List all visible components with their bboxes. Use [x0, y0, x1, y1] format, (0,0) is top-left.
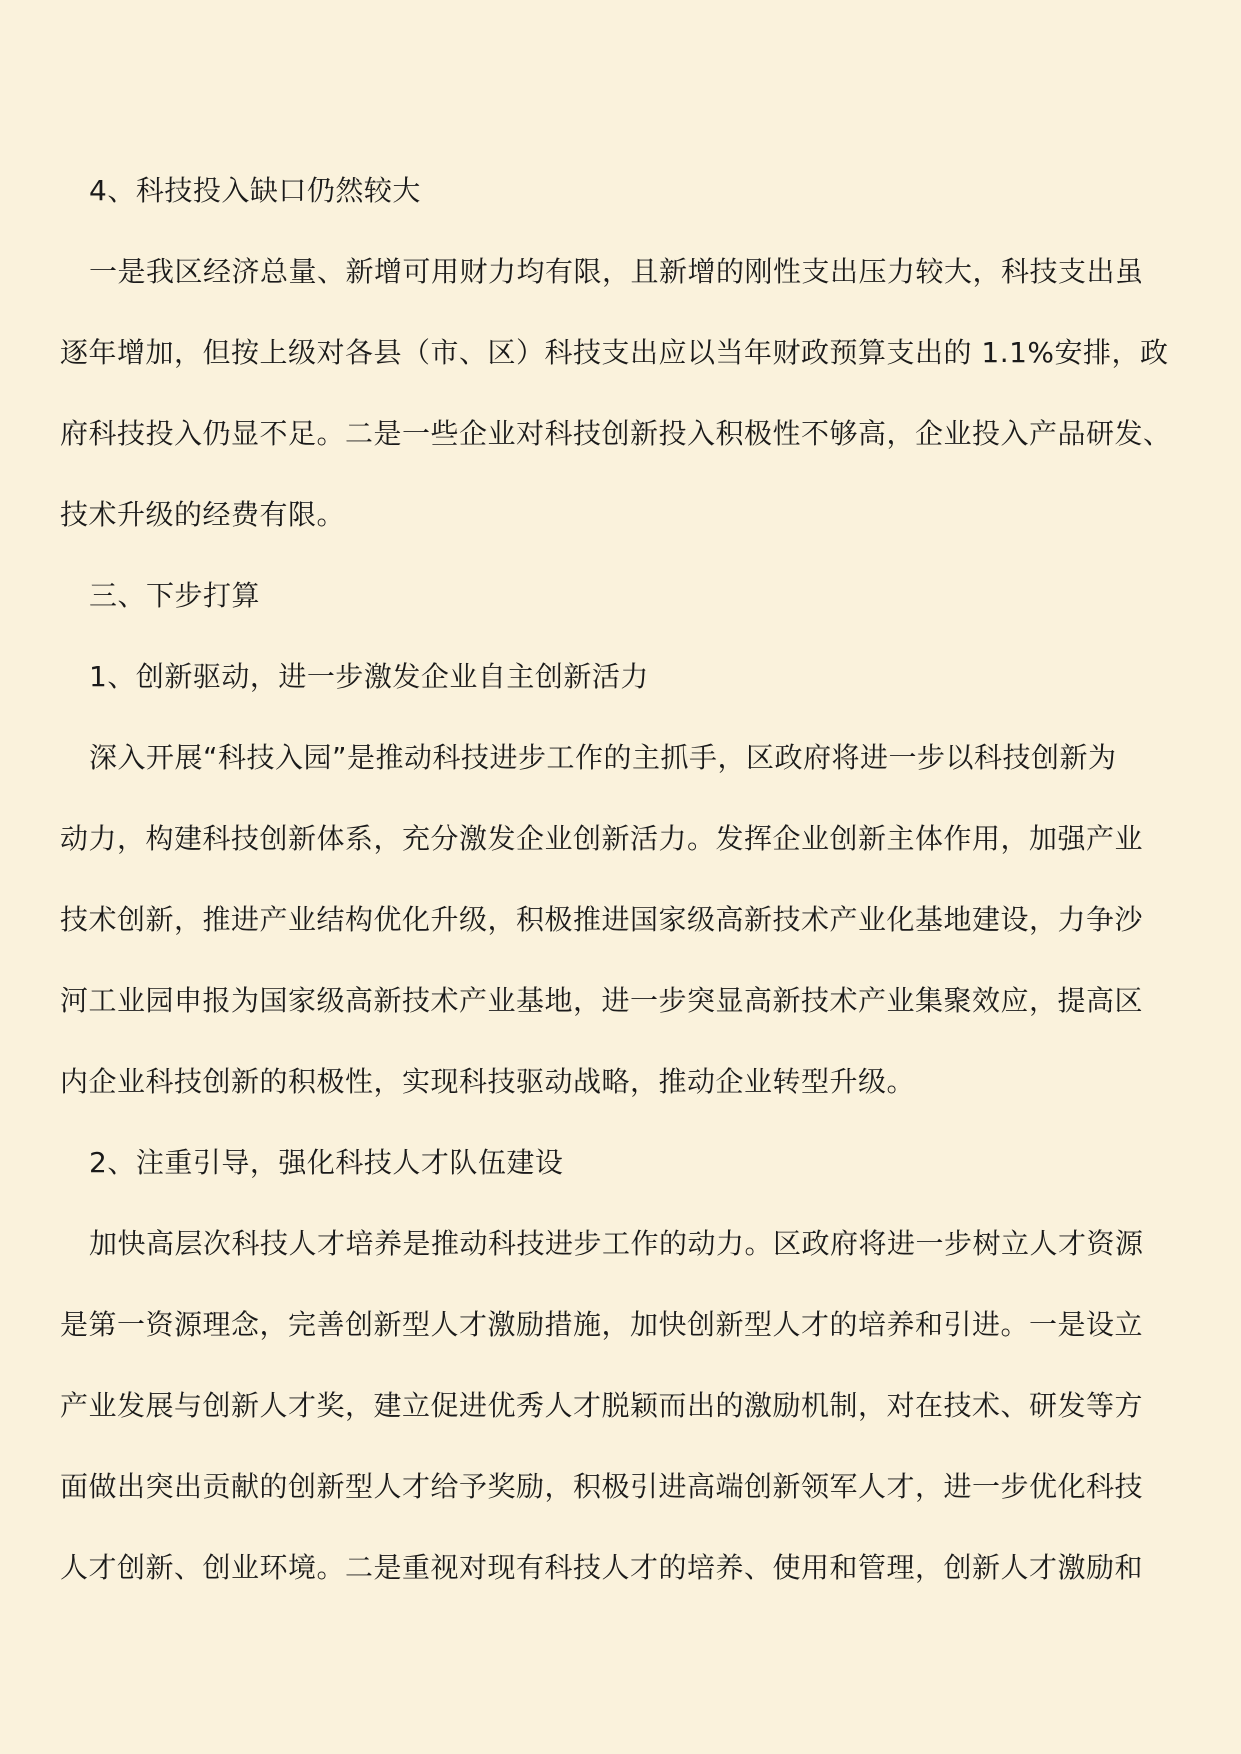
text-line: 1、创新驱动，进一步激发企业自主创新活力: [89, 660, 649, 693]
text-line: 技术升级的经费有限。: [60, 498, 346, 531]
text-line: 一是我区经济总量、新增可用财力均有限，且新增的刚性支出压力较大，科技支出虽: [89, 255, 1144, 288]
text-line: 深入开展“科技入园”是推动科技进步工作的主抓手，区政府将进一步以科技创新为: [89, 741, 1117, 774]
text-line: 2、注重引导，强化科技人才队伍建设: [89, 1146, 564, 1179]
text-line: 产业发展与创新人才奖，建立促进优秀人才脱颖而出的激励机制，对在技术、研发等方: [60, 1389, 1144, 1422]
text-line: 河工业园申报为国家级高新技术产业基地，进一步突显高新技术产业集聚效应，提高区: [60, 984, 1144, 1017]
text-line: 技术创新，推进产业结构优化升级，积极推进国家级高新技术产业化基地建设，力争沙: [60, 903, 1144, 936]
text-line: 三、下步打算: [89, 579, 261, 612]
text-line: 逐年增加，但按上级对各县（市、区）科技支出应以当年财政预算支出的 1.1%安排，政: [60, 336, 1169, 369]
text-line: 4、科技投入缺口仍然较大: [89, 174, 421, 207]
text-line: 加快高层次科技人才培养是推动科技进步工作的动力。区政府将进一步树立人才资源: [89, 1227, 1144, 1260]
text-line: 内企业科技创新的积极性，实现科技驱动战略，推动企业转型升级。: [60, 1065, 916, 1098]
text-line: 是第一资源理念，完善创新型人才激励措施，加快创新型人才的培养和引进。一是设立: [60, 1308, 1144, 1341]
text-line: 人才创新、创业环境。二是重视对现有科技人才的培养、使用和管理，创新人才激励和: [60, 1551, 1144, 1584]
text-line: 面做出突出贡献的创新型人才给予奖励，积极引进高端创新领军人才，进一步优化科技: [60, 1470, 1144, 1503]
text-line: 动力，构建科技创新体系，充分激发企业创新活力。发挥企业创新主体作用，加强产业: [60, 822, 1144, 855]
document-body: [60, 150, 1181, 1608]
text-line: 府科技投入仍显不足。二是一些企业对科技创新投入积极性不够高，企业投入产品研发、: [60, 417, 1172, 450]
